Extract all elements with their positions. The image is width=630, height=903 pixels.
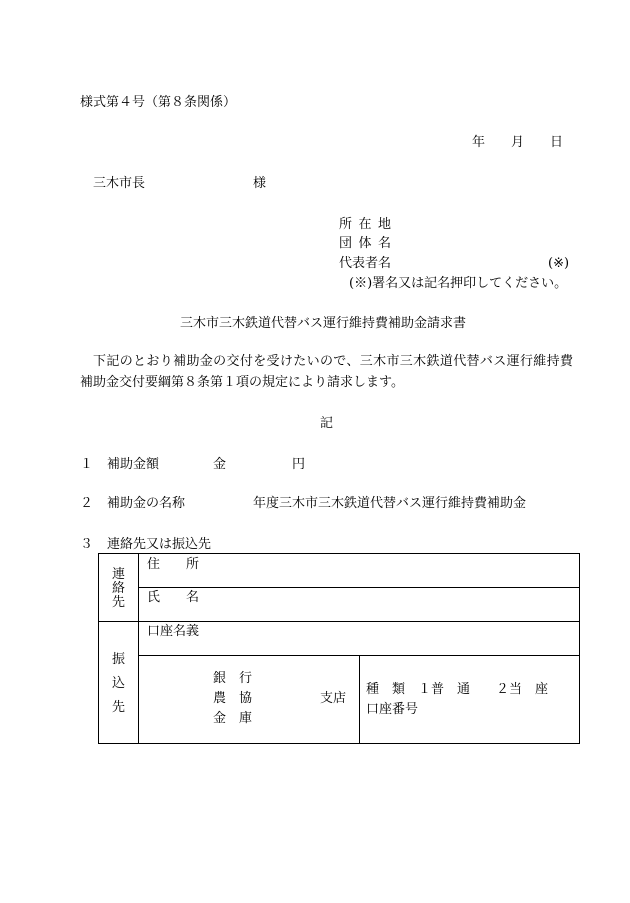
transfer-heading: 振込先 xyxy=(112,652,126,715)
table-section-divider xyxy=(98,621,579,622)
table-bank-divider xyxy=(359,655,360,743)
date-line: 年 月 日 xyxy=(472,135,564,150)
table-left-column-divider xyxy=(138,553,139,743)
item-2-label: 補助金の名称 xyxy=(107,496,186,511)
account-holder-label: 口座名義 xyxy=(147,624,200,639)
account-number-label: 口座番号 xyxy=(366,702,419,717)
addressee-honorific: 様 xyxy=(253,176,267,191)
item-1-unit: 円 xyxy=(292,457,306,472)
applicant-organization-label xyxy=(339,236,391,252)
institution-type-credit-union: 金 庫 xyxy=(213,711,253,726)
body-line-1: 下記のとおり補助金の交付を受けたいので、三木市三木鉄道代替バス運行維持費 xyxy=(93,354,574,369)
item-2-value: 年度三木市三木鉄道代替バス運行維持費補助金 xyxy=(253,496,527,511)
address-label-text: 所 在 地 xyxy=(339,217,391,232)
item-1-label: 補助金額 xyxy=(107,457,160,472)
item-1-number: １ xyxy=(80,457,94,472)
form-number: 様式第４号（第８条関係） xyxy=(80,95,237,110)
applicant-address-label xyxy=(339,217,391,233)
addressee-name: 三木市長 xyxy=(93,176,146,191)
organization-label-text: 団 体 名 xyxy=(339,236,391,251)
institution-type-agri-coop: 農 協 xyxy=(213,691,253,706)
seal-mark: (※) xyxy=(548,256,570,271)
contact-transfer-table xyxy=(98,553,580,744)
contact-heading: 連絡先 xyxy=(112,567,126,610)
item-3-number: ３ xyxy=(80,537,94,552)
item-3-label: 連絡先又は振込先 xyxy=(107,537,212,552)
signature-note: (※)署名又は記名押印してください。 xyxy=(349,276,568,291)
account-type-options: 種 類 １普 通 ２当 座 xyxy=(366,682,549,697)
document-title: 三木市三木鉄道代替バス運行維持費補助金請求書 xyxy=(180,316,467,331)
applicant-representative-label: 代表者名 xyxy=(339,256,392,271)
item-2-number: ２ xyxy=(80,496,94,511)
contact-name-label: 氏 名 xyxy=(147,590,200,605)
contact-address-label: 住 所 xyxy=(147,557,200,572)
body-line-2: 補助金交付要綱第８条第１項の規定により請求します。 xyxy=(80,375,404,390)
branch-label: 支店 xyxy=(320,691,347,706)
ki-heading: 記 xyxy=(320,416,334,431)
item-1-prefix: 金 xyxy=(213,457,227,472)
institution-type-bank: 銀 行 xyxy=(213,671,253,686)
table-row-divider-address xyxy=(138,587,579,588)
